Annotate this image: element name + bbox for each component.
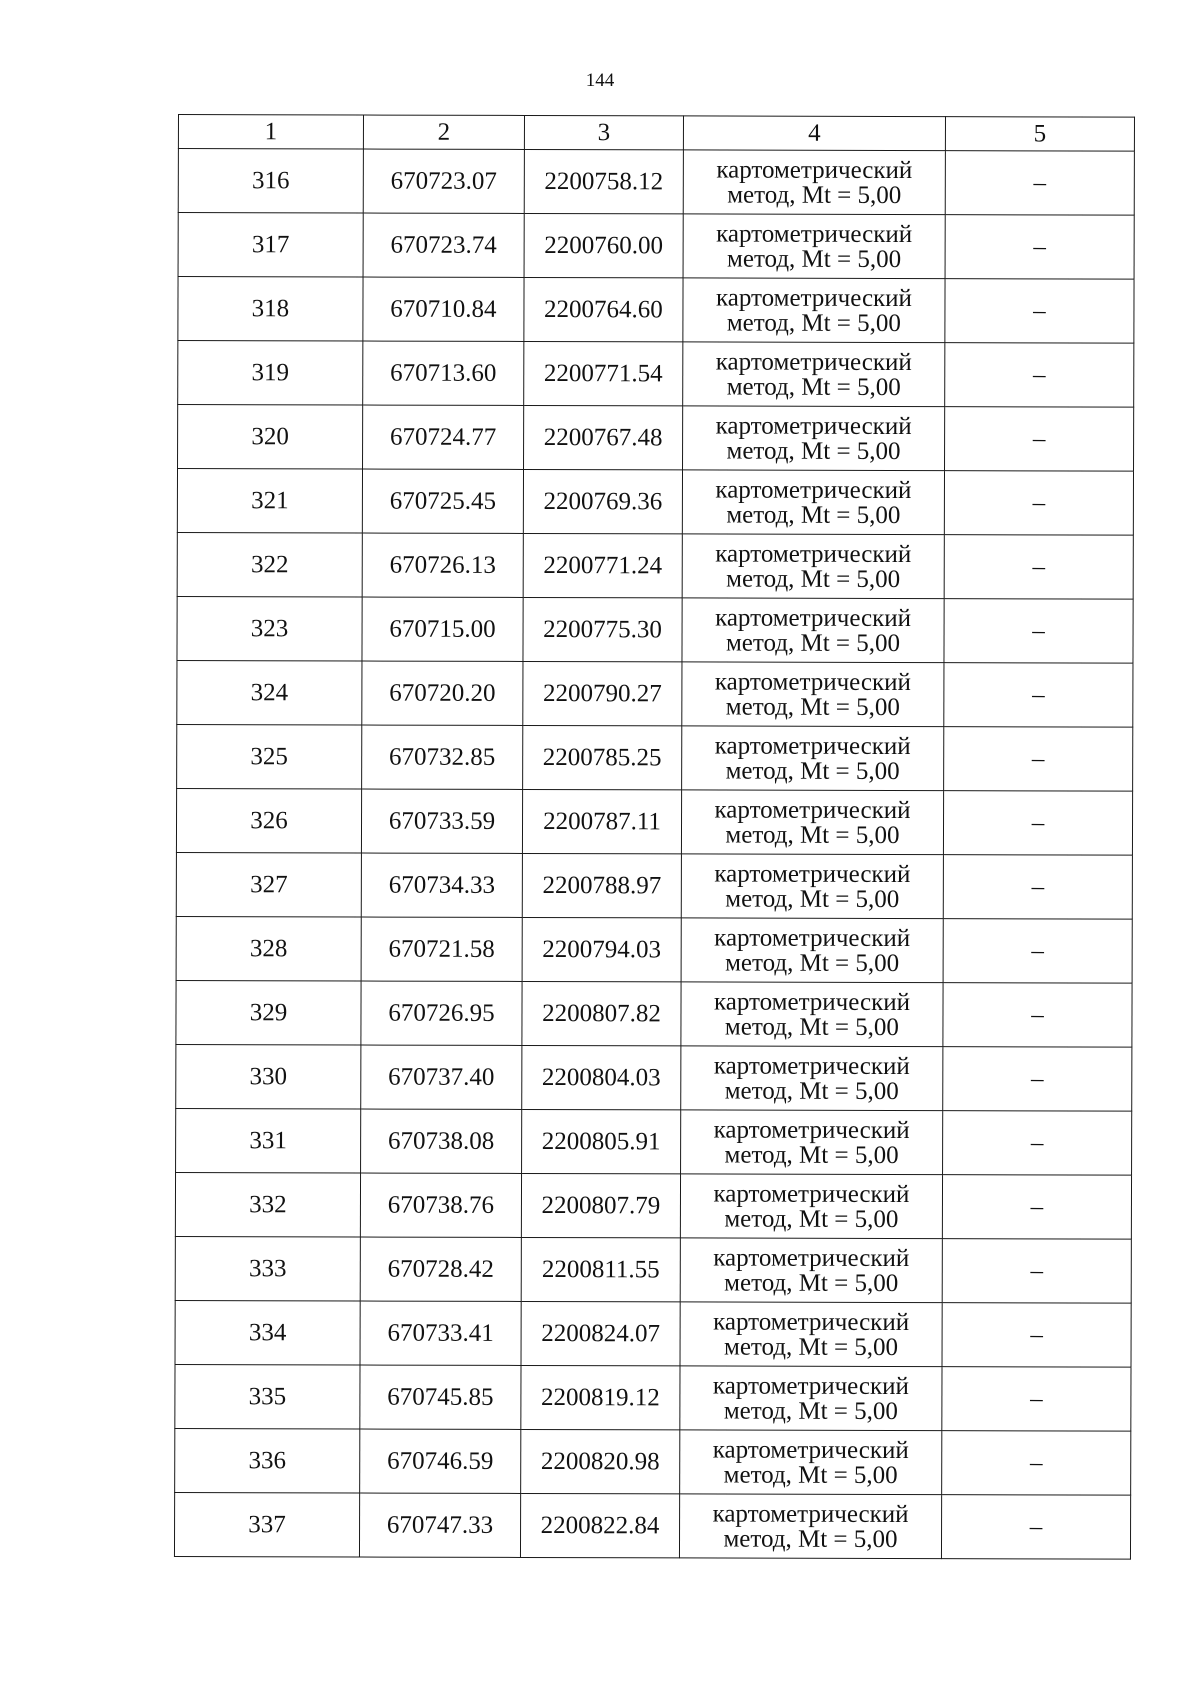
method-line-1: картометрический	[714, 732, 911, 760]
table-header	[178, 115, 1134, 152]
table-row	[177, 660, 1133, 727]
x-coordinate-cell: 670713.60	[363, 341, 524, 405]
method-line-2: метод, Mt = 5,00	[724, 1077, 899, 1105]
method-cell	[681, 982, 943, 1047]
note-cell: –	[945, 343, 1134, 408]
method-line-2: метод, Mt = 5,00	[725, 885, 900, 913]
note-cell: –	[945, 407, 1134, 472]
method-line-2: метод, Mt = 5,00	[726, 437, 901, 465]
point-number-cell: 316	[178, 149, 363, 214]
point-number-cell: 335	[175, 1364, 360, 1429]
method-line-2: метод, Mt = 5,00	[726, 309, 901, 337]
method-line-1: картометрический	[715, 476, 912, 504]
x-coordinate-cell: 670746.59	[360, 1429, 521, 1493]
table-row	[176, 852, 1132, 919]
method-line-2: метод, Mt = 5,00	[724, 1013, 900, 1041]
y-coordinate-cell: 2200769.36	[523, 469, 682, 533]
x-coordinate-cell: 670720.20	[362, 661, 523, 725]
point-number-cell: 318	[178, 277, 363, 342]
x-coordinate-cell: 670710.84	[363, 277, 524, 341]
method-line-1: картометрический	[712, 1499, 909, 1528]
method-cell	[679, 1494, 941, 1559]
y-coordinate-cell: 2200804.03	[522, 1045, 681, 1109]
note-cell: –	[943, 1047, 1132, 1112]
y-coordinate-cell: 2200787.11	[522, 789, 681, 853]
method-cell	[683, 278, 945, 343]
table-row	[175, 1300, 1131, 1367]
table-row	[177, 532, 1133, 599]
x-coordinate-cell: 670738.76	[360, 1173, 521, 1237]
column-header-3: 3	[524, 115, 683, 149]
table-row	[176, 916, 1132, 983]
table-row	[175, 1364, 1131, 1431]
method-line-1: картометрический	[713, 988, 911, 1016]
point-number-cell: 336	[175, 1428, 360, 1493]
table-row	[175, 1172, 1131, 1239]
table-row	[178, 277, 1134, 344]
method-cell	[681, 1046, 943, 1111]
point-number-cell: 319	[178, 341, 363, 406]
method-cell	[683, 150, 945, 215]
point-number-cell: 322	[177, 532, 362, 597]
y-coordinate-cell: 2200785.25	[523, 725, 682, 789]
y-coordinate-cell: 2200807.82	[522, 981, 681, 1045]
x-coordinate-cell: 670747.33	[359, 1493, 520, 1557]
method-line-2: метод, Mt = 5,00	[726, 373, 901, 401]
x-coordinate-cell: 670745.85	[360, 1365, 521, 1429]
y-coordinate-cell: 2200819.12	[521, 1365, 680, 1429]
note-cell: –	[943, 919, 1132, 984]
point-number-cell: 337	[174, 1492, 359, 1557]
method-cell	[682, 470, 944, 535]
y-coordinate-cell: 2200805.91	[522, 1109, 681, 1173]
method-line-1: картометрический	[715, 284, 913, 312]
method-line-2: метод, Mt = 5,00	[723, 1333, 899, 1361]
table-row	[177, 469, 1133, 536]
y-coordinate-cell: 2200811.55	[521, 1237, 680, 1301]
method-line-2: метод, Mt = 5,00	[725, 629, 901, 657]
note-cell: –	[943, 983, 1132, 1048]
x-coordinate-cell: 670728.42	[360, 1237, 521, 1301]
note-cell: –	[942, 1367, 1131, 1432]
table-body	[174, 149, 1134, 1560]
note-cell: –	[942, 1175, 1131, 1240]
table-row	[176, 1108, 1132, 1175]
table-row	[175, 1236, 1131, 1303]
table-row	[177, 724, 1133, 791]
method-cell	[683, 342, 945, 407]
point-number-cell: 327	[176, 852, 361, 917]
note-cell: –	[944, 663, 1133, 728]
method-cell	[681, 1110, 943, 1175]
y-coordinate-cell: 2200771.54	[524, 341, 683, 405]
method-line-2: метод, Mt = 5,00	[723, 1525, 898, 1553]
point-number-cell: 321	[177, 469, 362, 534]
page-number: 144	[585, 70, 615, 91]
y-coordinate-cell: 2200771.24	[523, 533, 682, 597]
column-header-1: 1	[178, 115, 363, 150]
method-line-1: картометрический	[714, 924, 911, 952]
header-row	[178, 115, 1134, 152]
method-cell	[682, 662, 944, 727]
method-cell	[681, 918, 943, 983]
method-line-1: картометрический	[714, 860, 911, 888]
note-cell: –	[942, 1303, 1131, 1368]
method-line-2: метод, Mt = 5,00	[723, 1461, 898, 1489]
column-header-4: 4	[683, 116, 945, 151]
method-line-2: метод, Mt = 5,00	[727, 181, 902, 209]
y-coordinate-cell: 2200807.79	[521, 1173, 680, 1237]
method-line-2: метод, Mt = 5,00	[725, 757, 900, 785]
method-cell	[680, 1430, 942, 1495]
method-line-1: картометрический	[713, 1243, 910, 1272]
note-cell: –	[943, 855, 1132, 920]
table-row	[175, 1428, 1131, 1495]
method-line-1: картометрический	[713, 1307, 910, 1336]
point-number-cell: 329	[176, 980, 361, 1045]
note-cell: –	[942, 1431, 1131, 1496]
point-number-cell: 325	[177, 724, 362, 789]
note-cell: –	[943, 791, 1132, 856]
method-line-1: картометрический	[713, 1179, 910, 1208]
coordinates-table	[174, 114, 1135, 1560]
x-coordinate-cell: 670738.08	[361, 1109, 522, 1173]
point-number-cell: 333	[175, 1236, 360, 1301]
column-header-2: 2	[363, 115, 524, 149]
method-cell	[683, 214, 945, 279]
method-line-1: картометрический	[715, 540, 912, 568]
point-number-cell: 332	[175, 1172, 360, 1237]
point-number-cell: 330	[176, 1044, 361, 1109]
method-line-2: метод, Mt = 5,00	[725, 949, 900, 977]
method-line-1: картометрический	[715, 604, 912, 632]
table-row	[178, 149, 1134, 216]
column-header-5: 5	[945, 117, 1134, 152]
note-cell: –	[945, 151, 1134, 216]
method-line-2: метод, Mt = 5,00	[727, 245, 902, 273]
method-line-1: картометрический	[714, 668, 911, 696]
method-cell	[681, 854, 943, 919]
note-cell: –	[944, 471, 1133, 536]
x-coordinate-cell: 670733.41	[360, 1301, 521, 1365]
note-cell: –	[944, 599, 1133, 664]
method-line-1: картометрический	[714, 796, 911, 824]
table-row	[176, 1044, 1132, 1111]
method-line-1: картометрический	[713, 1052, 910, 1080]
y-coordinate-cell: 2200760.00	[524, 213, 683, 277]
y-coordinate-cell: 2200764.60	[524, 277, 683, 341]
point-number-cell: 331	[176, 1108, 361, 1173]
table-row	[176, 788, 1132, 855]
method-cell	[683, 406, 945, 471]
method-line-2: метод, Mt = 5,00	[726, 565, 901, 593]
method-cell	[682, 598, 944, 663]
method-cell	[681, 790, 943, 855]
table-row	[178, 405, 1134, 472]
note-cell: –	[943, 1111, 1132, 1176]
table-row	[174, 1492, 1130, 1559]
x-coordinate-cell: 670715.00	[362, 597, 523, 661]
note-cell: –	[941, 1495, 1130, 1560]
y-coordinate-cell: 2200794.03	[522, 917, 681, 981]
method-line-2: метод, Mt = 5,00	[726, 501, 901, 529]
point-number-cell: 317	[178, 213, 363, 278]
table-row	[176, 980, 1132, 1047]
method-line-2: метод, Mt = 5,00	[723, 1397, 898, 1425]
method-line-1: картометрический	[715, 348, 912, 376]
y-coordinate-cell: 2200758.12	[524, 149, 683, 213]
method-line-1: картометрический	[716, 156, 913, 184]
method-line-1: картометрический	[712, 1435, 909, 1464]
note-cell: –	[945, 279, 1134, 344]
method-cell	[680, 1302, 942, 1367]
y-coordinate-cell: 2200790.27	[523, 661, 682, 725]
method-line-1: картометрический	[713, 1115, 910, 1144]
point-number-cell: 324	[177, 660, 362, 725]
x-coordinate-cell: 670733.59	[361, 789, 522, 853]
method-line-2: метод, Mt = 5,00	[725, 693, 900, 721]
method-line-1: картометрический	[712, 1371, 909, 1400]
point-number-cell: 323	[177, 596, 362, 661]
x-coordinate-cell: 670734.33	[361, 853, 522, 917]
x-coordinate-cell: 670724.77	[363, 405, 524, 469]
method-line-2: метод, Mt = 5,00	[724, 1141, 899, 1169]
method-line-2: метод, Mt = 5,00	[724, 1269, 899, 1297]
table-row	[178, 341, 1134, 408]
y-coordinate-cell: 2200820.98	[521, 1429, 680, 1493]
table-row	[177, 596, 1133, 663]
x-coordinate-cell: 670726.13	[362, 533, 523, 597]
y-coordinate-cell: 2200824.07	[521, 1301, 680, 1365]
note-cell: –	[945, 215, 1134, 280]
x-coordinate-cell: 670723.07	[363, 149, 524, 213]
method-line-2: метод, Mt = 5,00	[725, 821, 900, 849]
method-line-1: картометрический	[716, 220, 913, 248]
point-number-cell: 334	[175, 1300, 360, 1365]
x-coordinate-cell: 670721.58	[361, 917, 522, 981]
method-line-1: картометрический	[715, 412, 912, 440]
y-coordinate-cell: 2200767.48	[524, 405, 683, 469]
point-number-cell: 320	[178, 405, 363, 470]
point-number-cell: 328	[176, 916, 361, 981]
y-coordinate-cell: 2200822.84	[520, 1493, 679, 1557]
method-cell	[682, 726, 944, 791]
note-cell: –	[942, 1239, 1131, 1304]
point-number-cell: 326	[176, 788, 361, 853]
x-coordinate-cell: 670726.95	[361, 981, 522, 1045]
method-cell	[680, 1174, 942, 1239]
x-coordinate-cell: 670737.40	[361, 1045, 522, 1109]
method-cell	[682, 534, 944, 599]
x-coordinate-cell: 670723.74	[363, 213, 524, 277]
method-cell	[680, 1238, 942, 1303]
method-line-2: метод, Mt = 5,00	[724, 1205, 899, 1233]
y-coordinate-cell: 2200788.97	[522, 853, 681, 917]
table-row	[178, 213, 1134, 280]
note-cell: –	[944, 727, 1133, 792]
note-cell: –	[944, 535, 1133, 600]
y-coordinate-cell: 2200775.30	[523, 597, 682, 661]
method-cell	[680, 1366, 942, 1431]
x-coordinate-cell: 670725.45	[362, 469, 523, 533]
x-coordinate-cell: 670732.85	[362, 725, 523, 789]
